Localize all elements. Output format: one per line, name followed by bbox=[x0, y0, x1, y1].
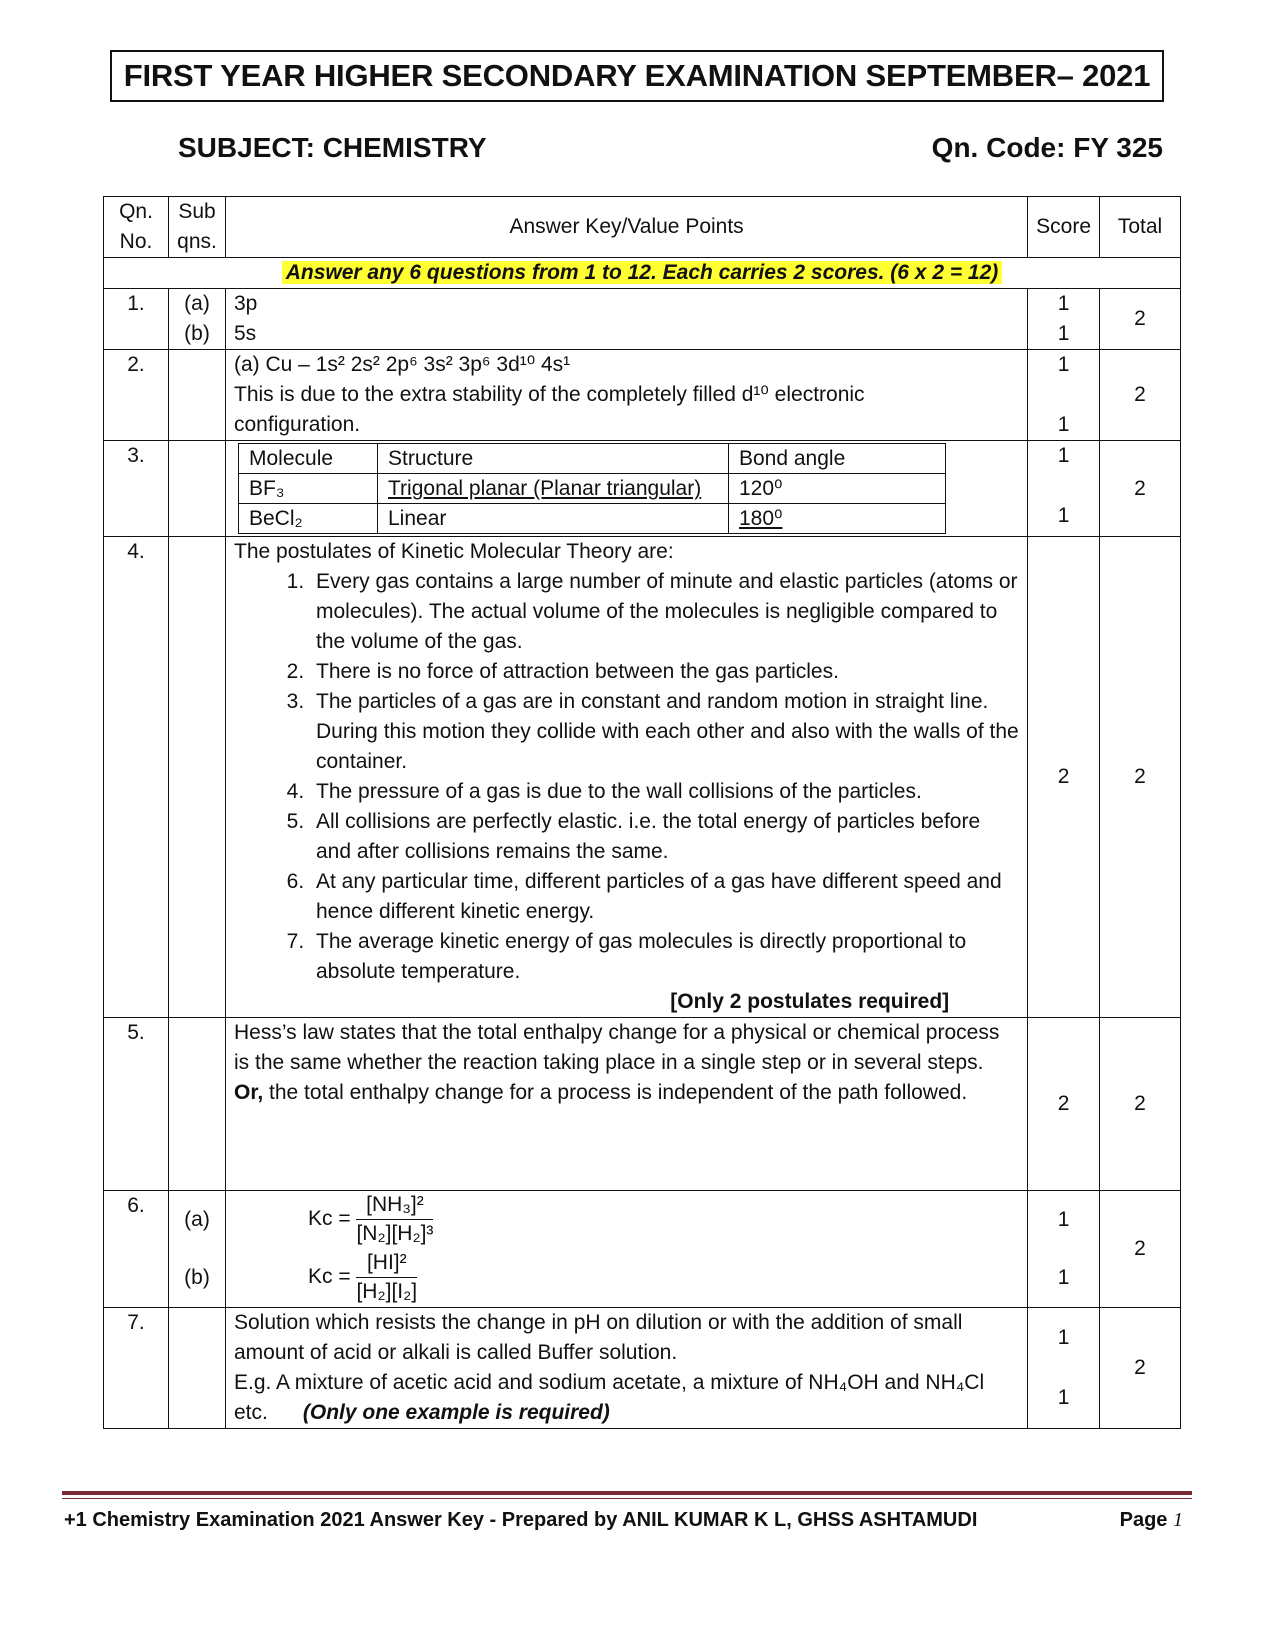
question-code: Qn. Code: FY 325 bbox=[931, 132, 1163, 163]
exam-title: FIRST YEAR HIGHER SECONDARY EXAMINATION SEPTEMBER– 2021 bbox=[110, 50, 1164, 102]
list-item: 3. The particles of a gas are in constant and random motion in straight line. During this motion they collide with each other and also with the walls of the container. bbox=[310, 687, 1019, 777]
kc-b-denominator: [H₂][I₂] bbox=[356, 1280, 418, 1303]
question-row-7 bbox=[104, 1308, 1181, 1429]
qn-number: 7. bbox=[104, 1308, 169, 1429]
qn-number: 6. bbox=[104, 1191, 169, 1308]
total-score: 2 bbox=[1100, 289, 1181, 350]
sub-b: (b) bbox=[184, 322, 210, 345]
molecule-cell: BeCl₂ bbox=[239, 504, 378, 534]
question-row-3 bbox=[104, 441, 1181, 537]
buffer-definition: Solution which resists the change in pH on dilution or with the addition of small amount of acid or alkali is called Buffer solution. bbox=[234, 1311, 963, 1364]
qn-number: 1. bbox=[104, 289, 169, 350]
molecule-cell: BF₃ bbox=[239, 474, 378, 504]
explanation-line: This is due to the extra stability of the completely filled d¹⁰ electronic bbox=[234, 383, 865, 406]
kc-label-b: Kc = bbox=[308, 1265, 351, 1289]
score-a: 1 bbox=[1057, 1208, 1070, 1231]
score-a: 1 bbox=[1057, 292, 1070, 315]
qn-number: 4. bbox=[104, 537, 169, 1018]
question-row-4 bbox=[104, 537, 1181, 1018]
hess-law-text: Hess’s law states that the total enthalpy change for a physical or chemical process is the same whether the reaction taking place in a single step or in several steps. bbox=[234, 1021, 1000, 1074]
col-molecule: Molecule bbox=[239, 444, 378, 474]
question-row-2 bbox=[104, 350, 1181, 441]
score-2: 1 bbox=[1057, 413, 1070, 436]
qn-number: 3. bbox=[104, 441, 169, 537]
header-sub-qns: Sub qns. bbox=[169, 197, 226, 258]
kc-label-a: Kc = bbox=[308, 1207, 351, 1231]
sub-b: (b) bbox=[184, 1266, 210, 1289]
header-score: Score bbox=[1028, 197, 1100, 258]
col-structure: Structure bbox=[378, 444, 729, 474]
list-item: 7. The average kinetic energy of gas molecules is directly proportional to absolute temperature. bbox=[310, 927, 1019, 987]
table-header-row bbox=[104, 197, 1181, 258]
answer-b: 5s bbox=[234, 322, 257, 345]
postulates-note: [Only 2 postulates required] bbox=[670, 990, 950, 1013]
kc-b-numerator: [HI]² bbox=[356, 1249, 417, 1278]
footer-divider bbox=[62, 1491, 1192, 1495]
total-score: 2 bbox=[1100, 537, 1181, 1018]
or-label: Or, bbox=[234, 1081, 264, 1104]
sub-a: (a) bbox=[184, 1208, 210, 1231]
list-item: 2. There is no force of attraction between the gas particles. bbox=[310, 657, 1019, 687]
subject-label: SUBJECT: CHEMISTRY bbox=[178, 132, 487, 163]
total-score: 2 bbox=[1100, 1018, 1181, 1191]
footer-divider-thin bbox=[62, 1498, 1192, 1499]
kc-a-numerator: [NH₃]² bbox=[356, 1191, 433, 1220]
total-score: 2 bbox=[1100, 350, 1181, 441]
hess-law-alt: the total enthalpy change for a process is independent of the path followed. bbox=[263, 1081, 968, 1104]
score-2: 1 bbox=[1057, 1386, 1070, 1409]
question-row-6 bbox=[104, 1191, 1181, 1308]
explanation-line-end: configuration. bbox=[234, 413, 361, 436]
total-score: 2 bbox=[1100, 441, 1181, 537]
page-label: Page bbox=[1119, 1509, 1168, 1531]
question-row-1 bbox=[104, 289, 1181, 350]
score: 2 bbox=[1028, 537, 1100, 1018]
total-score: 2 bbox=[1100, 1308, 1181, 1429]
page-indicator bbox=[1120, 1509, 1183, 1532]
electronic-configuration: (a) Cu – 1s² 2s² 2p⁶ 3s² 3p⁶ 3d¹⁰ 4s¹ bbox=[234, 353, 571, 376]
score-b: 1 bbox=[1057, 322, 1070, 345]
qn-number: 2. bbox=[104, 350, 169, 441]
structure-cell: Linear bbox=[378, 504, 729, 534]
question-row-5 bbox=[104, 1018, 1181, 1191]
postulates-intro: The postulates of Kinetic Molecular Theory are: bbox=[234, 540, 674, 563]
score-2: 1 bbox=[1057, 504, 1070, 527]
answer-a: 3p bbox=[234, 292, 258, 315]
instruction-text: Answer any 6 questions from 1 to 12. Each carries 2 scores. (6 x 2 = 12) bbox=[282, 261, 1003, 284]
bond-angle-cell: 180⁰ bbox=[729, 504, 946, 534]
kc-a-denominator: [N₂][H₂]³ bbox=[356, 1222, 434, 1245]
example-note: (Only one example is required) bbox=[302, 1401, 610, 1424]
list-item: 5. All collisions are perfectly elastic. i.e. the total energy of particles before and after collisions remains the same. bbox=[310, 807, 1019, 867]
score-1: 1 bbox=[1057, 1326, 1070, 1349]
header-total: Total bbox=[1100, 197, 1181, 258]
list-item: 1. Every gas contains a large number of minute and elastic particles (atoms or molecules). The actual volume of the molecules is negligible compared to the volume of the gas. bbox=[310, 567, 1019, 657]
list-item: 6. At any particular time, different particles of a gas have different speed and hence different kinetic energy. bbox=[310, 867, 1019, 927]
answer-key-table bbox=[103, 196, 1181, 1429]
header-qn-no: Qn. No. bbox=[104, 197, 169, 258]
col-bond-angle: Bond angle bbox=[729, 444, 946, 474]
score-1: 1 bbox=[1057, 444, 1070, 467]
qn-number: 5. bbox=[104, 1018, 169, 1191]
sub-a: (a) bbox=[184, 292, 210, 315]
list-item: 4. The pressure of a gas is due to the wall collisions of the particles. bbox=[310, 777, 1019, 807]
postulates-list bbox=[234, 567, 1019, 987]
score-1: 1 bbox=[1057, 353, 1070, 376]
total-score: 2 bbox=[1100, 1191, 1181, 1308]
score-b: 1 bbox=[1057, 1266, 1070, 1289]
bond-angle-cell: 120⁰ bbox=[729, 474, 946, 504]
page-number: 1 bbox=[1173, 1509, 1183, 1531]
instruction-row bbox=[104, 258, 1181, 289]
structure-cell: Trigonal planar (Planar triangular) bbox=[378, 474, 729, 504]
footer-credit: +1 Chemistry Examination 2021 Answer Key - Prepared by ANIL KUMAR K L, GHSS ASHTAMUDI bbox=[64, 1509, 978, 1531]
buffer-example: E.g. A mixture of acetic acid and sodium acetate, a mixture of NH₄OH and NH₄Cl etc. bbox=[234, 1371, 985, 1424]
molecule-table bbox=[238, 443, 946, 534]
header-answer: Answer Key/Value Points bbox=[226, 197, 1028, 258]
score: 2 bbox=[1028, 1018, 1100, 1191]
